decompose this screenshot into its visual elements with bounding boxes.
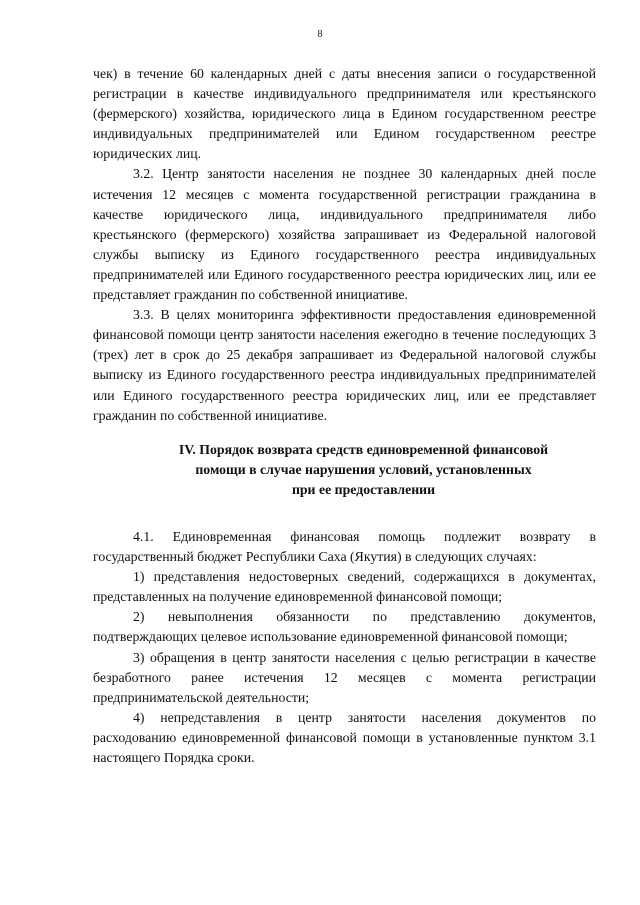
document-body (93, 64, 596, 768)
paragraph-continuation: чек) в течение 60 календарных дней с даты внесения записи о государственной регистрации в качестве индивидуального предпринимателя или крестьянского (фермерского) хозяйства, юридического лица в Едином государственном реестре индивидуальных предпринимателей или Едином государственном реестре юридических лиц. (93, 66, 596, 162)
list-item-case-3: 3) обращения в центр занятости населения с целью регистрации в качестве безработного ранее истечения 12 месяцев с момента регистрации предпринимательской деятельности; (93, 649, 596, 705)
page-number: 8 (317, 29, 323, 40)
paragraph-3-2: 3.2. Центр занятости населения не позднее 30 календарных дней после истечения 12 месяцев с момента государственной регистрации гражданина в качестве юридического лица, индивидуального предпринимателя либо крестьянского (фермерского) хозяйства запрашивает из Федеральной налоговой службы выписку из Единого государственного реестра индивидуальных предпринимателей или Единого государственного реестра юридических лиц, или ее представляет гражданин по собственной инициативе. (93, 166, 596, 303)
section-heading-line-2: помощи в случае нарушения условий, установленных (195, 461, 532, 477)
paragraph-3-3: 3.3. В целях мониторинга эффективности предоставления единовременной финансовой помощи центр занятости населения ежегодно в течение последующих 3 (трех) лет в срок до 25 декабря запрашивает из Федеральной налоговой службы выписку из Единого государственного реестра индивидуальных предпринимателей или Единого государственного реестра юридических лиц, или ее представляет гражданин по собственной инициативе. (93, 307, 596, 423)
list-item-case-2: 2) невыполнения обязанности по представлению документов, подтверждающих целевое использование единовременной финансовой помощи; (93, 609, 596, 645)
paragraph-4-1: 4.1. Единовременная финансовая помощь подлежит возврату в государственный бюджет Республики Саха (Якутия) в следующих случаях: (93, 528, 596, 565)
list-item-case-1: 1) представления недостоверных сведений, содержащихся в документах, представленных на получение единовременной финансовой помощи; (93, 569, 596, 605)
list-item-case-4: 4) непредставления в центр занятости населения документов по расходованию единовременной финансовой помощи в установленные пунктом 3.1 настоящего Порядка сроки. (93, 709, 596, 765)
section-heading-line-3: при ее предоставлении (291, 481, 436, 497)
section-heading-line-1: IV. Порядок возврата средств единовременной финансовой (178, 441, 549, 457)
section-heading (93, 440, 596, 500)
